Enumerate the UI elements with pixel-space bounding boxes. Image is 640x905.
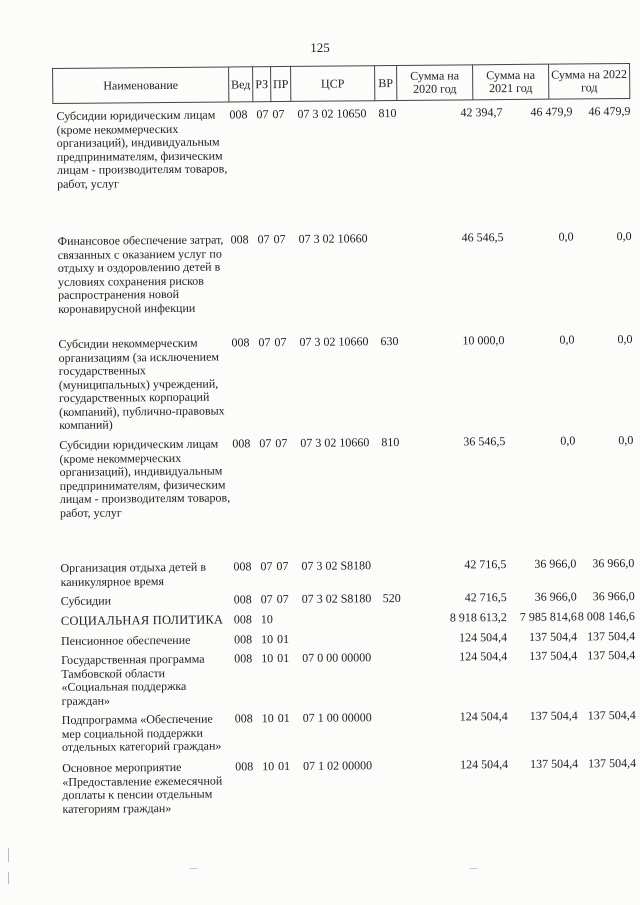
row-csr: 07 1 00 00000 bbox=[302, 710, 372, 725]
row-csr: 07 3 02 10660 bbox=[299, 334, 369, 349]
row-name: Подпрограмма «Обеспечение мер социальной поддержки отдельных категорий граждан» bbox=[61, 711, 222, 754]
row-pr: 07 bbox=[272, 106, 285, 122]
header-vr: ВР bbox=[374, 65, 396, 101]
budget-table bbox=[52, 57, 637, 842]
row-csr: 07 3 02 S8180 bbox=[301, 591, 372, 606]
row-rz: 07 bbox=[260, 592, 273, 607]
row-sum-2022: 137 504,4 bbox=[587, 707, 636, 723]
row-sum-2022: 8 008 146,6 bbox=[577, 608, 635, 624]
row-ved: 008 bbox=[234, 651, 253, 666]
header-name: Наименование bbox=[52, 66, 228, 104]
row-sum-2022: 0,0 bbox=[617, 331, 633, 347]
row-sum-2022: 137 504,4 bbox=[588, 755, 637, 771]
row-vr: 520 bbox=[382, 590, 401, 606]
scan-edge-mark bbox=[8, 848, 9, 862]
table-row bbox=[54, 228, 632, 316]
table-row bbox=[56, 555, 635, 589]
row-name: Государственная программа Тамбовской области «Социальная поддержка граждан» bbox=[61, 651, 205, 708]
row-sum-2022: 0,0 bbox=[616, 228, 632, 244]
table-row bbox=[58, 755, 637, 816]
row-ved: 008 bbox=[233, 612, 252, 627]
row-ved: 008 bbox=[233, 632, 253, 647]
row-pr: 01 bbox=[277, 650, 290, 666]
row-ved: 008 bbox=[234, 711, 253, 726]
row-sum-2021: 137 504,4 bbox=[530, 756, 579, 771]
page-number: 125 bbox=[310, 40, 330, 55]
row-name: Субсидии юридическим лицам (кроме некоммерческих организаций), индивидуальным предпринимателям, физическим лицам - производителям товаров, работ, услуг bbox=[59, 436, 231, 520]
row-rz: 10 bbox=[260, 632, 274, 647]
row-name: Субсидии некоммерческим организациям (за исключением государственных (муниципальных) учреждений, государственных корпораций (компаний), публично-правовых компаний) bbox=[58, 335, 225, 432]
table-row bbox=[55, 432, 634, 520]
row-sum-2022: 0,0 bbox=[618, 432, 634, 448]
row-sum-2021: 0,0 bbox=[559, 332, 575, 347]
table-row bbox=[52, 103, 631, 191]
row-rz: 10 bbox=[260, 612, 273, 627]
row-csr: 07 3 02 10650 bbox=[297, 106, 367, 121]
row-sum-2022: 137 504,4 bbox=[586, 628, 636, 644]
row-sum-2021: 7 985 814,6 bbox=[519, 609, 577, 624]
row-sum-2020: 36 546,5 bbox=[463, 434, 506, 449]
row-ved: 008 bbox=[230, 232, 249, 247]
row-rz: 07 bbox=[258, 335, 271, 350]
row-sum-2020: 124 504,4 bbox=[459, 649, 508, 664]
header-ved: Вед bbox=[228, 66, 252, 102]
row-csr: 07 3 02 10660 bbox=[300, 435, 370, 450]
row-rz: 07 bbox=[256, 107, 269, 122]
row-name: Организация отдыха детей в каникулярное время bbox=[60, 559, 207, 589]
row-csr: 07 1 02 00000 bbox=[303, 758, 373, 773]
header-sum-2021: Сумма на 2021 год bbox=[472, 64, 548, 101]
row-sum-2020: 10 000,0 bbox=[462, 333, 505, 348]
row-sum-2020: 124 504,4 bbox=[458, 630, 508, 645]
row-sum-2022: 36 966,0 bbox=[592, 555, 635, 571]
row-ved: 008 bbox=[233, 559, 252, 574]
row-ved: 008 bbox=[235, 759, 254, 774]
row-sum-2020: 42 394,7 bbox=[460, 105, 503, 120]
row-sum-2020: 46 546,5 bbox=[461, 230, 504, 245]
row-csr: 07 3 02 S8180 bbox=[301, 558, 372, 573]
row-rz: 10 bbox=[261, 651, 274, 666]
row-rz: 07 bbox=[260, 559, 273, 574]
row-sum-2020: 42 716,5 bbox=[464, 590, 507, 605]
header-sum-2020: Сумма на 2020 год bbox=[396, 64, 472, 101]
row-pr: 07 bbox=[274, 334, 287, 350]
table-row bbox=[54, 331, 633, 432]
row-vr: 810 bbox=[381, 434, 400, 450]
row-sum-2020: 42 716,5 bbox=[464, 557, 507, 572]
row-sum-2021: 0,0 bbox=[560, 433, 576, 448]
table-row bbox=[57, 647, 636, 708]
header-sum-2022: Сумма на 2022 год bbox=[548, 63, 630, 100]
row-name: Субсидии юридическим лицам (кроме некоммерческих организаций), индивидуальным предпринимателям, физическим лицам - производителям товаров, работ, услуг bbox=[56, 107, 228, 191]
row-name: СОЦИАЛЬНАЯ ПОЛИТИКА bbox=[60, 612, 224, 628]
row-vr: 810 bbox=[378, 105, 397, 121]
row-pr: 07 bbox=[275, 435, 288, 451]
header-rz: РЗ bbox=[252, 66, 270, 102]
row-sum-2021: 36 966,0 bbox=[534, 589, 577, 604]
row-ved: 008 bbox=[231, 335, 250, 350]
row-name: Субсидии bbox=[60, 593, 112, 608]
row-pr: 07 bbox=[273, 231, 286, 247]
row-sum-2022: 46 479,9 bbox=[588, 103, 631, 119]
row-sum-2022: 137 504,4 bbox=[587, 647, 636, 663]
table-row bbox=[57, 608, 635, 628]
row-ved: 008 bbox=[232, 436, 251, 451]
row-pr: 01 bbox=[277, 710, 290, 726]
row-name: Основное мероприятие «Предоставление ежемесячной доплаты к пенсии отдельным категориям граждан» bbox=[62, 759, 223, 816]
row-sum-2020: 8 918 613,2 bbox=[449, 610, 507, 625]
row-sum-2020: 124 504,4 bbox=[459, 709, 508, 724]
scan-artifact bbox=[470, 868, 478, 869]
row-pr: 07 bbox=[276, 591, 289, 607]
row-name: Пенсионное обеспечение bbox=[60, 632, 191, 648]
row-csr: 07 0 00 00000 bbox=[302, 650, 372, 665]
row-sum-2021: 137 504,4 bbox=[529, 708, 578, 723]
row-sum-2020: 124 504,4 bbox=[460, 757, 509, 772]
row-pr: 01 bbox=[276, 631, 290, 647]
row-csr: 07 3 02 10660 bbox=[298, 231, 368, 246]
row-rz: 07 bbox=[257, 232, 270, 247]
row-rz: 10 bbox=[262, 759, 275, 774]
row-sum-2021: 137 504,4 bbox=[528, 629, 578, 644]
row-rz: 07 bbox=[259, 436, 272, 451]
row-sum-2021: 137 504,4 bbox=[529, 648, 578, 663]
scan-artifact bbox=[190, 868, 198, 869]
row-ved: 008 bbox=[233, 592, 252, 607]
row-vr: 630 bbox=[380, 333, 399, 349]
table-row bbox=[57, 588, 635, 608]
scan-edge-mark bbox=[8, 872, 9, 884]
row-pr: 01 bbox=[278, 758, 291, 774]
row-name: Финансовое обеспечение затрат, связанных с оказанием услуг по отдыху и оздоровлению детей в условиях сохранения рисков распространения новой коронавирусной инфекции bbox=[57, 232, 224, 316]
row-sum-2022: 36 966,0 bbox=[592, 588, 635, 604]
table-row bbox=[58, 707, 636, 754]
header-pr: ПР bbox=[270, 66, 290, 102]
row-sum-2021: 36 966,0 bbox=[534, 556, 577, 571]
row-ved: 008 bbox=[229, 107, 248, 122]
header-csr: ЦСР bbox=[290, 65, 374, 102]
row-rz: 10 bbox=[261, 711, 274, 726]
row-sum-2021: 0,0 bbox=[558, 229, 574, 244]
row-sum-2021: 46 479,9 bbox=[530, 104, 573, 119]
row-pr: 07 bbox=[276, 558, 289, 574]
table-row bbox=[57, 628, 636, 648]
